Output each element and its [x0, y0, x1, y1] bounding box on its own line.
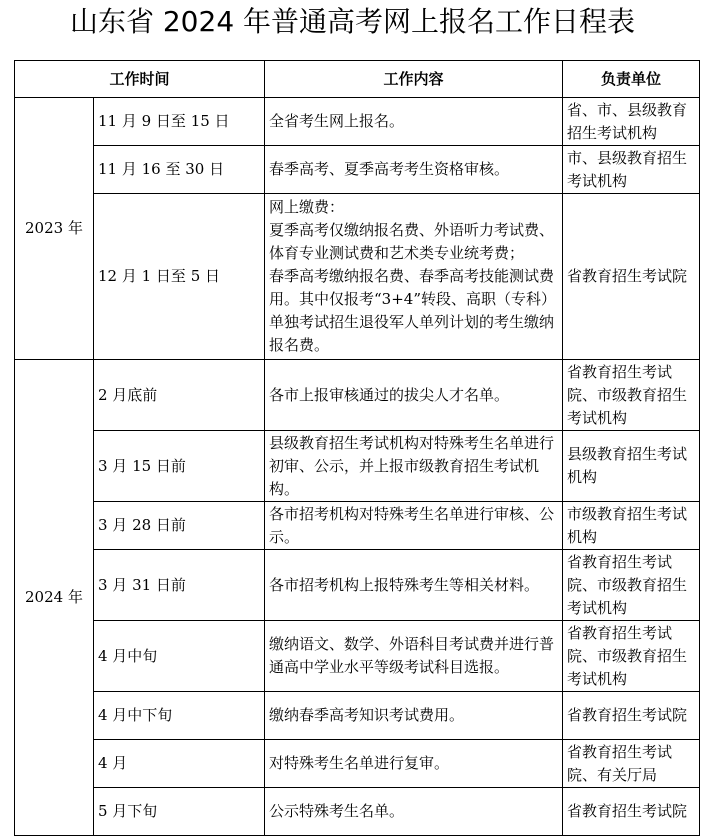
unit-cell: 市级教育招生考试机构 — [563, 502, 700, 550]
content-line: 公示特殊考生名单。 — [269, 802, 405, 820]
date-cell: 11 月 9 日至 15 日 — [94, 98, 265, 146]
content-line: 县级教育招生考试机构对特殊考生名单进行初审、公示，并上报市级教育招生考试机构。 — [269, 433, 555, 498]
year-cell: 2024 年 — [15, 360, 94, 836]
content-line: 夏季高考仅缴纳报名费、外语听力考试费、体育专业测试费和艺术类专业统考费； — [269, 221, 555, 262]
date-cell: 3 月 15 日前 — [94, 431, 265, 502]
content-line: 各市招考机构上报特殊考生等相关材料。 — [269, 575, 540, 594]
content-cell — [265, 692, 563, 740]
unit-cell: 省教育招生考试院、有关厅局 — [563, 740, 700, 788]
content-cell — [265, 431, 563, 502]
unit-cell: 省教育招生考试院 — [563, 692, 700, 740]
table-row — [15, 146, 700, 194]
unit-cell: 省教育招生考试院、市级教育招生考试机构 — [563, 550, 700, 621]
content-cell — [265, 502, 563, 550]
table-row — [15, 360, 700, 431]
date-cell: 4 月中旬 — [94, 621, 265, 692]
content-line: 缴纳春季高考知识考试费用。 — [269, 706, 465, 724]
content-line: 春季高考、夏季高考考生资格审核。 — [269, 160, 510, 178]
page-title: 山东省 2024 年普通高考网上报名工作日程表 — [69, 5, 636, 38]
content-cell — [265, 788, 563, 836]
date-cell: 3 月 28 日前 — [94, 502, 265, 550]
unit-cell: 省教育招生考试院、市级教育招生考试机构 — [563, 621, 700, 692]
table-row — [15, 621, 700, 692]
unit-cell: 省、市、县级教育招生考试机构 — [563, 98, 700, 146]
content-cell — [265, 194, 563, 360]
content-line: 网上缴费： — [269, 198, 345, 216]
content-cell — [265, 550, 563, 621]
header-time: 工作时间 — [15, 61, 265, 98]
date-cell: 11 月 16 至 30 日 — [94, 146, 265, 194]
content-cell — [265, 621, 563, 692]
content-line: 春季高考缴纳报名费、春季高考技能测试费用。其中仅报考“3+4”转段、高职（专科）单独考试招生退役军人单列计划的考生缴纳报名费。 — [269, 267, 557, 354]
unit-cell: 市、县级教育招生考试机构 — [563, 146, 700, 194]
table-row — [15, 692, 700, 740]
header-unit: 负责单位 — [563, 61, 700, 98]
header-row — [15, 61, 700, 98]
date-cell: 5 月下旬 — [94, 788, 265, 836]
schedule-table — [14, 60, 700, 836]
content-cell — [265, 360, 563, 431]
table-row — [15, 788, 700, 836]
table-row — [15, 740, 700, 788]
content-line: 缴纳语文、数学、外语科目考试费并进行普通高中学业水平等级考试科目选报。 — [269, 635, 555, 676]
date-cell: 3 月 31 日前 — [94, 550, 265, 621]
date-cell: 12 月 1 日至 5 日 — [94, 194, 265, 360]
content-line: 全省考生网上报名。 — [269, 112, 405, 130]
content-line: 各市上报审核通过的拔尖人才名单。 — [269, 385, 510, 404]
date-cell: 4 月中下旬 — [94, 692, 265, 740]
table-row — [15, 194, 700, 360]
unit-cell: 省教育招生考试院 — [563, 194, 700, 360]
table-row — [15, 502, 700, 550]
table-row — [15, 550, 700, 621]
content-cell — [265, 98, 563, 146]
header-content: 工作内容 — [265, 61, 563, 98]
date-cell: 2 月底前 — [94, 360, 265, 431]
table-row — [15, 98, 700, 146]
content-line: 各市招考机构对特殊考生名单进行审核、公示。 — [269, 504, 555, 546]
unit-cell: 省教育招生考试院 — [563, 788, 700, 836]
date-cell: 4 月 — [94, 740, 265, 788]
year-cell: 2023 年 — [15, 98, 94, 360]
unit-cell: 省教育招生考试院、市级教育招生考试机构 — [563, 360, 700, 431]
content-cell — [265, 146, 563, 194]
table-row — [15, 431, 700, 502]
unit-cell: 县级教育招生考试机构 — [563, 431, 700, 502]
content-line: 对特殊考生名单进行复审。 — [269, 754, 450, 772]
content-cell — [265, 740, 563, 788]
